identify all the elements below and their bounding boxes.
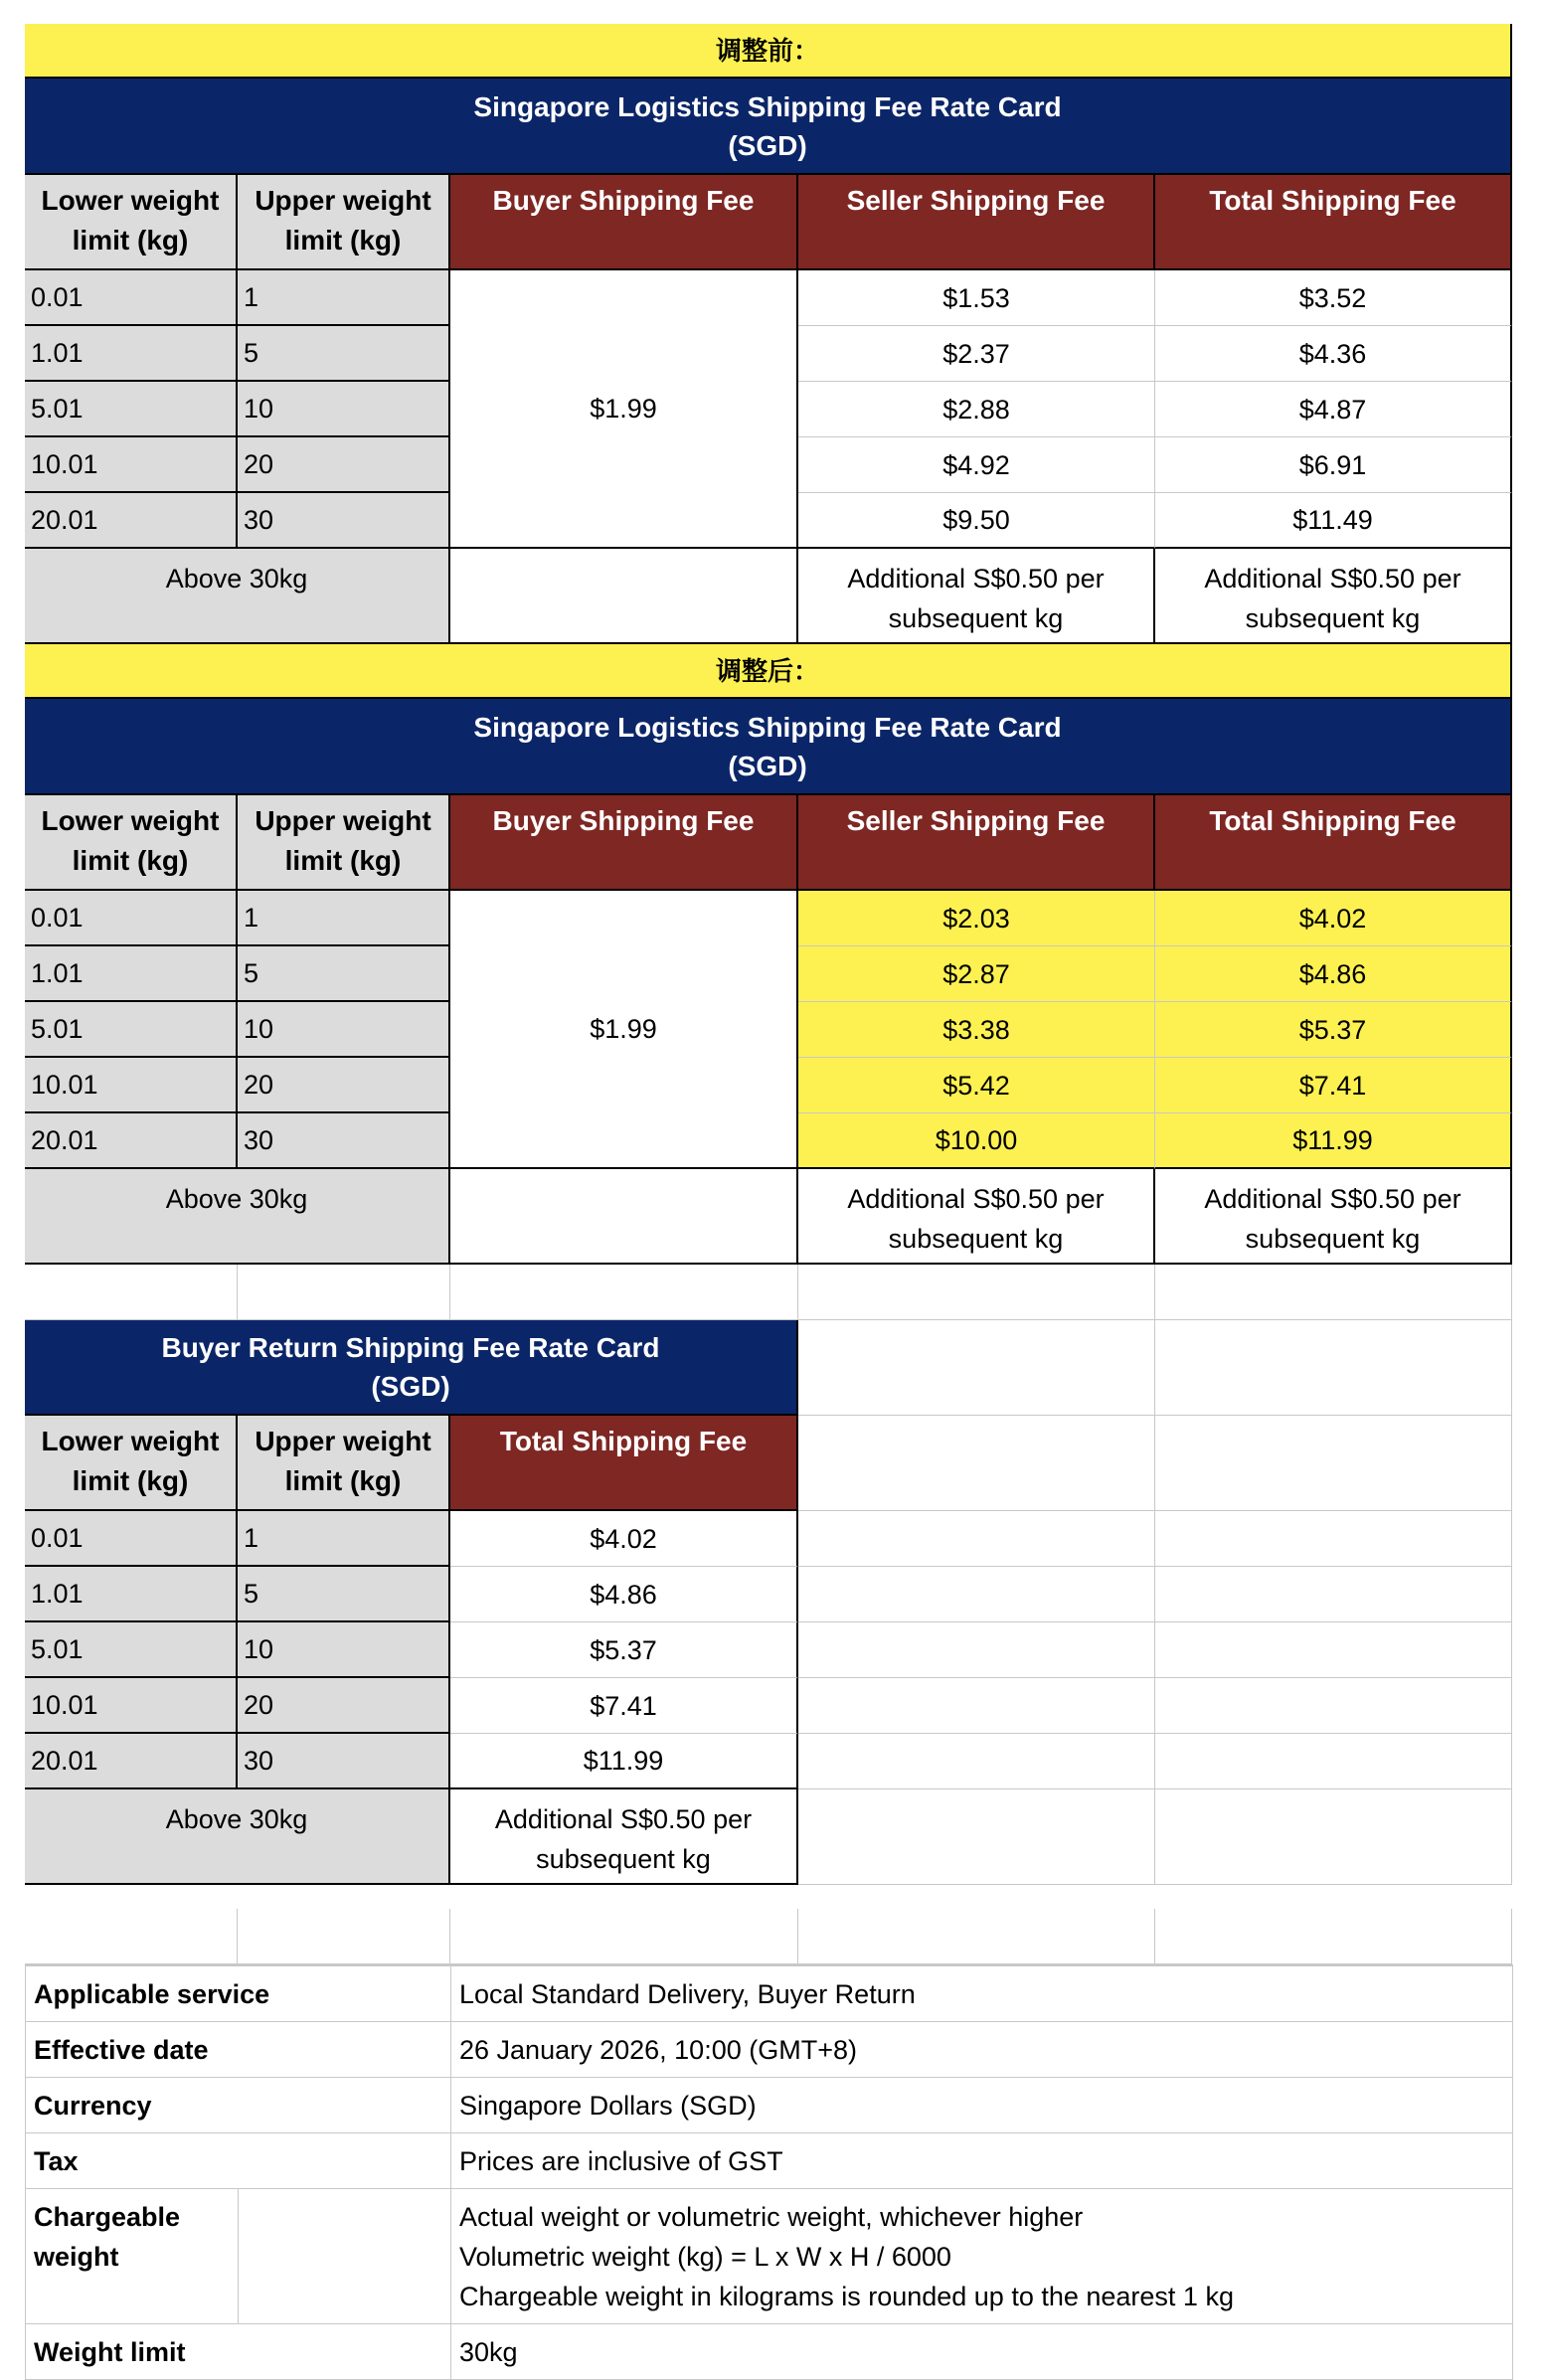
cell-lower: 1.01 [25, 326, 238, 382]
cell-upper: 30 [238, 493, 450, 549]
header-seller-fee: Seller Shipping Fee [798, 175, 1155, 270]
cell-upper: 5 [238, 1567, 450, 1622]
cell-upper: 30 [238, 1113, 450, 1169]
additional-total-fee: Additional S$0.50 per subsequent kg [1155, 549, 1512, 644]
cell-upper: 20 [238, 1058, 450, 1113]
above-30kg-label: Above 30kg [25, 549, 450, 644]
card-title-before [25, 79, 1512, 175]
cell-lower: 10.01 [25, 437, 238, 493]
cell-upper: 1 [238, 1511, 450, 1567]
header-lower-weight: Lower weight limit (kg) [25, 1416, 238, 1511]
cell-upper: 1 [238, 891, 450, 946]
cell-lower: 0.01 [25, 1511, 238, 1567]
header-buyer-fee: Buyer Shipping Fee [450, 175, 798, 270]
card-title-after [25, 699, 1512, 795]
cell-lower: 0.01 [25, 270, 238, 326]
cell-total-fee: $4.87 [1155, 382, 1512, 437]
info-label-effective-date: Effective date [26, 2022, 451, 2078]
cell-seller-fee: $2.37 [798, 326, 1155, 382]
rate-card-after [25, 644, 1512, 1265]
cell-total-fee: $11.49 [1155, 493, 1512, 549]
header-buyer-fee: Buyer Shipping Fee [450, 795, 798, 891]
additional-total-fee: Additional S$0.50 per subsequent kg [1155, 1169, 1512, 1265]
spacer-row [25, 1265, 1512, 1320]
additional-seller-fee: Additional S$0.50 per subsequent kg [798, 1169, 1155, 1265]
cell-total-fee: $7.41 [450, 1678, 798, 1734]
card-title-line2: (SGD) [728, 129, 807, 161]
chargeable-weight-line: Actual weight or volumetric weight, whichever higher [459, 2202, 1084, 2232]
cell-total-fee: $4.86 [450, 1567, 798, 1622]
info-value-chargeable-weight [451, 2189, 1513, 2324]
cell-buyer-fee: $1.99 [450, 270, 798, 549]
cell-seller-fee: $4.92 [798, 437, 1155, 493]
cell-lower: 1.01 [25, 1567, 238, 1622]
info-value-effective-date: 26 January 2026, 10:00 (GMT+8) [451, 2022, 1513, 2078]
cell-seller-fee: $10.00 [798, 1113, 1155, 1169]
chargeable-weight-line: Chargeable weight in kilograms is rounded up to the nearest 1 kg [459, 2282, 1234, 2311]
cell-total-fee: $5.37 [1155, 1002, 1512, 1058]
cell-total-fee: $4.02 [450, 1511, 798, 1567]
cell-total-fee: $11.99 [1155, 1113, 1512, 1169]
cell-upper: 30 [238, 1734, 450, 1789]
cell-total-fee: $3.52 [1155, 270, 1512, 326]
cell-lower: 5.01 [25, 382, 238, 437]
info-label-service: Applicable service [26, 1966, 451, 2022]
cell-upper: 1 [238, 270, 450, 326]
header-upper-weight: Upper weight limit (kg) [238, 795, 450, 891]
cell-seller-fee: $1.53 [798, 270, 1155, 326]
chargeable-weight-line: Volumetric weight (kg) = L x W x H / 6000 [459, 2242, 951, 2272]
info-label-chargeable-weight: Chargeable weight [26, 2189, 239, 2324]
cell-seller-fee: $2.87 [798, 946, 1155, 1002]
cell-upper: 10 [238, 1622, 450, 1678]
cell-total-fee: $4.86 [1155, 946, 1512, 1002]
cell-upper: 10 [238, 382, 450, 437]
cell-lower: 20.01 [25, 493, 238, 549]
rate-card-before [25, 24, 1512, 644]
header-lower-weight: Lower weight limit (kg) [25, 795, 238, 891]
header-total-fee: Total Shipping Fee [1155, 175, 1512, 270]
info-value-weight-limit: 30kg [451, 2324, 1513, 2380]
header-total-fee: Total Shipping Fee [1155, 795, 1512, 891]
header-total-fee: Total Shipping Fee [450, 1416, 798, 1511]
info-label-currency: Currency [26, 2078, 451, 2133]
cell-total-fee: $6.91 [1155, 437, 1512, 493]
banner-before: 调整前： [25, 24, 1512, 79]
cell-lower: 1.01 [25, 946, 238, 1002]
additional-seller-fee: Additional S$0.50 per subsequent kg [798, 549, 1155, 644]
buyer-fee-blank [450, 549, 798, 644]
cell-seller-fee: $3.38 [798, 1002, 1155, 1058]
info-label-weight-limit: Weight limit [26, 2324, 451, 2380]
cell-upper: 20 [238, 437, 450, 493]
card-title-line2: (SGD) [371, 1371, 450, 1402]
card-title-line1: Singapore Logistics Shipping Fee Rate Card [473, 90, 1062, 122]
cell-total-fee: $5.37 [450, 1622, 798, 1678]
cell-lower: 20.01 [25, 1113, 238, 1169]
service-info-table [25, 1964, 1513, 2380]
cell-total-fee: $4.02 [1155, 891, 1512, 946]
cell-lower: 10.01 [25, 1058, 238, 1113]
cell-buyer-fee: $1.99 [450, 891, 798, 1169]
cell-lower: 5.01 [25, 1002, 238, 1058]
cell-seller-fee: $2.88 [798, 382, 1155, 437]
above-30kg-label: Above 30kg [25, 1169, 450, 1265]
info-value-tax: Prices are inclusive of GST [451, 2133, 1513, 2189]
cell-seller-fee: $5.42 [798, 1058, 1155, 1113]
buyer-fee-blank [450, 1169, 798, 1265]
header-upper-weight: Upper weight limit (kg) [238, 1416, 450, 1511]
header-upper-weight: Upper weight limit (kg) [238, 175, 450, 270]
cell-lower: 20.01 [25, 1734, 238, 1789]
cell-upper: 5 [238, 946, 450, 1002]
cell-seller-fee: $2.03 [798, 891, 1155, 946]
cell-lower: 10.01 [25, 1678, 238, 1734]
spacer-row [25, 1909, 1512, 1964]
above-30kg-label: Above 30kg [25, 1789, 450, 1885]
banner-after: 调整后： [25, 644, 1512, 699]
cell-upper: 10 [238, 1002, 450, 1058]
card-title-line1: Buyer Return Shipping Fee Rate Card [161, 1332, 660, 1363]
card-title-line2: (SGD) [728, 750, 807, 781]
cell-total-fee: $7.41 [1155, 1058, 1512, 1113]
additional-total-fee: Additional S$0.50 per subsequent kg [450, 1789, 798, 1885]
info-label-tax: Tax [26, 2133, 451, 2189]
cell-seller-fee: $9.50 [798, 493, 1155, 549]
cell-upper: 5 [238, 326, 450, 382]
cell-lower: 5.01 [25, 1622, 238, 1678]
info-value-service: Local Standard Delivery, Buyer Return [451, 1966, 1513, 2022]
cell-lower: 0.01 [25, 891, 238, 946]
info-value-currency: Singapore Dollars (SGD) [451, 2078, 1513, 2133]
cell-total-fee: $4.36 [1155, 326, 1512, 382]
header-lower-weight: Lower weight limit (kg) [25, 175, 238, 270]
return-rate-card [25, 1320, 1512, 1885]
return-card-title [25, 1320, 798, 1416]
cell-total-fee: $11.99 [450, 1734, 798, 1789]
header-seller-fee: Seller Shipping Fee [798, 795, 1155, 891]
card-title-line1: Singapore Logistics Shipping Fee Rate Card [473, 711, 1062, 743]
cell-upper: 20 [238, 1678, 450, 1734]
